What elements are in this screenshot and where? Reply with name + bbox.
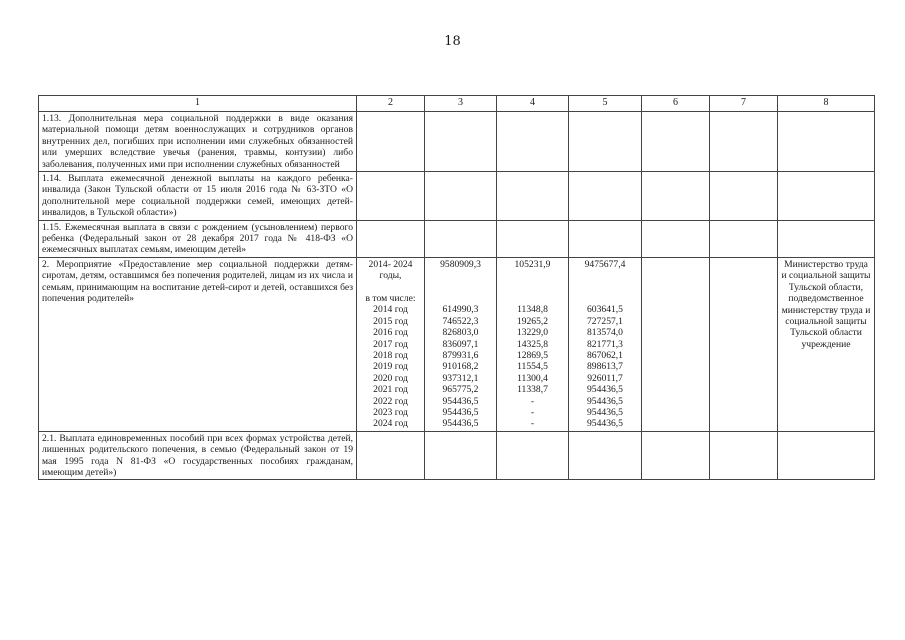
column-header: 8	[778, 96, 875, 112]
year-value: 954436,5	[587, 395, 623, 407]
year-list	[360, 304, 421, 429]
column-header: 4	[497, 96, 569, 112]
year-values-col3	[428, 304, 493, 429]
year-value: 954436,5	[587, 406, 623, 418]
row-description: 1.13. Дополнительная мера социальной поддержки в виде оказания материальной помощи детям военнослужащих и сотрудников органов внутренних дел, погибших при исполнении ими служебных обязанностей или умерших вследствие увечья (ранения, травмы, контузии) либо заболевания, полученных ими при исполнении служебных обязанностей	[39, 112, 357, 172]
regional-budget-cell	[569, 257, 642, 431]
year-label: 2016 год	[373, 327, 408, 339]
table-row	[39, 220, 875, 257]
period-label: 2014- 2024 годы,	[368, 258, 413, 282]
year-value: 614990,3	[442, 304, 479, 316]
year-value: 746522,3	[442, 315, 479, 327]
year-value: -	[530, 418, 535, 430]
year-value: 937312,1	[442, 372, 479, 384]
year-value: 954436,5	[442, 395, 479, 407]
period-cell	[357, 257, 425, 431]
row-description: 2.1. Выплата единовременных пособий при всех формах устройства детей, лишенных родительского попечения, в семью (Федеральный закон от 19 мая 1995 года N 81-ФЗ «О государственных пособиях гражданам, имеющим детей»)	[39, 431, 357, 480]
total-value: 9475677,4	[584, 258, 626, 270]
year-value: 954436,5	[587, 384, 623, 396]
table-row	[39, 112, 875, 172]
year-value: 12869,5	[516, 350, 549, 362]
year-label: 2024 год	[373, 418, 408, 430]
column-header: 1	[39, 96, 357, 112]
row-description: 1.14. Выплата ежемесячной денежной выплаты на каждого ребенка-инвалида (Закон Тульской области от 15 июля 2016 года № 63-ЗТО «О дополнительной мере социальной поддержки семей, имеющих детей-инвалидов, в Тульской области»)	[39, 172, 357, 221]
year-label: 2017 год	[373, 338, 408, 350]
including-label: в том числе:	[365, 293, 416, 305]
year-value: 867062,1	[587, 350, 623, 362]
year-value: 821771,3	[587, 338, 623, 350]
year-values-col4	[500, 304, 565, 429]
year-value: 910168,2	[442, 361, 479, 373]
year-value: -	[530, 406, 535, 418]
year-label: 2022 год	[373, 395, 408, 407]
column-header: 5	[569, 96, 642, 112]
table-header-row	[39, 96, 875, 112]
column-header: 3	[425, 96, 497, 112]
year-value: -	[530, 395, 535, 407]
year-value: 879931,6	[442, 350, 479, 362]
column-header: 6	[642, 96, 710, 112]
year-value: 11338,7	[517, 384, 548, 396]
year-value: 965775,2	[442, 384, 479, 396]
page-number: 18	[444, 34, 461, 49]
year-value: 14325,8	[516, 338, 549, 350]
year-label: 2020 год	[373, 372, 408, 384]
year-value: 813574,0	[587, 327, 623, 339]
year-value: 926011,7	[587, 372, 623, 384]
year-value: 11348,8	[517, 304, 548, 316]
federal-budget-cell	[497, 257, 569, 431]
year-value: 954436,5	[442, 406, 479, 418]
year-value: 898613,7	[587, 361, 623, 373]
total-value: 105231,9	[514, 258, 551, 270]
year-value: 13229,0	[516, 327, 549, 339]
column-header: 7	[710, 96, 778, 112]
year-label: 2021 год	[373, 384, 408, 396]
year-label: 2019 год	[373, 361, 408, 373]
year-value: 836097,1	[442, 338, 479, 350]
table-row	[39, 257, 875, 431]
table-row	[39, 172, 875, 221]
responsible-organization: Министерство труда и социальной защиты Тульской области, подведомственное министерству труда и социальной защиты Тульской области учреждение	[778, 257, 875, 431]
table-row	[39, 431, 875, 480]
year-value: 11300,4	[517, 372, 548, 384]
year-value: 727257,1	[587, 315, 623, 327]
year-value: 603641,5	[587, 304, 623, 316]
budget-table	[38, 95, 875, 480]
year-values-col5	[572, 304, 638, 429]
total-value: 9580909,3	[440, 258, 481, 270]
year-value: 19265,2	[516, 315, 549, 327]
year-label: 2014 год	[373, 304, 408, 316]
year-value: 11554,5	[517, 361, 548, 373]
column-header: 2	[357, 96, 425, 112]
row-description: 1.15. Ежемесячная выплата в связи с рождением (усыновлением) первого ребенка (Федеральный закон от 28 декабря 2017 года № 418-ФЗ «О ежемесячных выплатах семьям, имеющим детей»	[39, 220, 357, 257]
year-label: 2023 год	[373, 407, 408, 418]
year-value: 954436,5	[442, 418, 479, 430]
total-budget-cell	[425, 257, 497, 431]
row-description: 2. Мероприятие «Предоставление мер социальной поддержки детям-сиротам, детям, оставшимся без попечения родителей, лицам из их числа и семьям, принимающим на воспитание детей-сирот и детей, оставшихся без попечения родителей»	[39, 257, 357, 431]
year-value: 954436,5	[587, 418, 623, 430]
year-value: 826803,0	[442, 327, 479, 339]
year-label: 2018 год	[373, 350, 408, 362]
year-label: 2015 год	[373, 315, 408, 327]
